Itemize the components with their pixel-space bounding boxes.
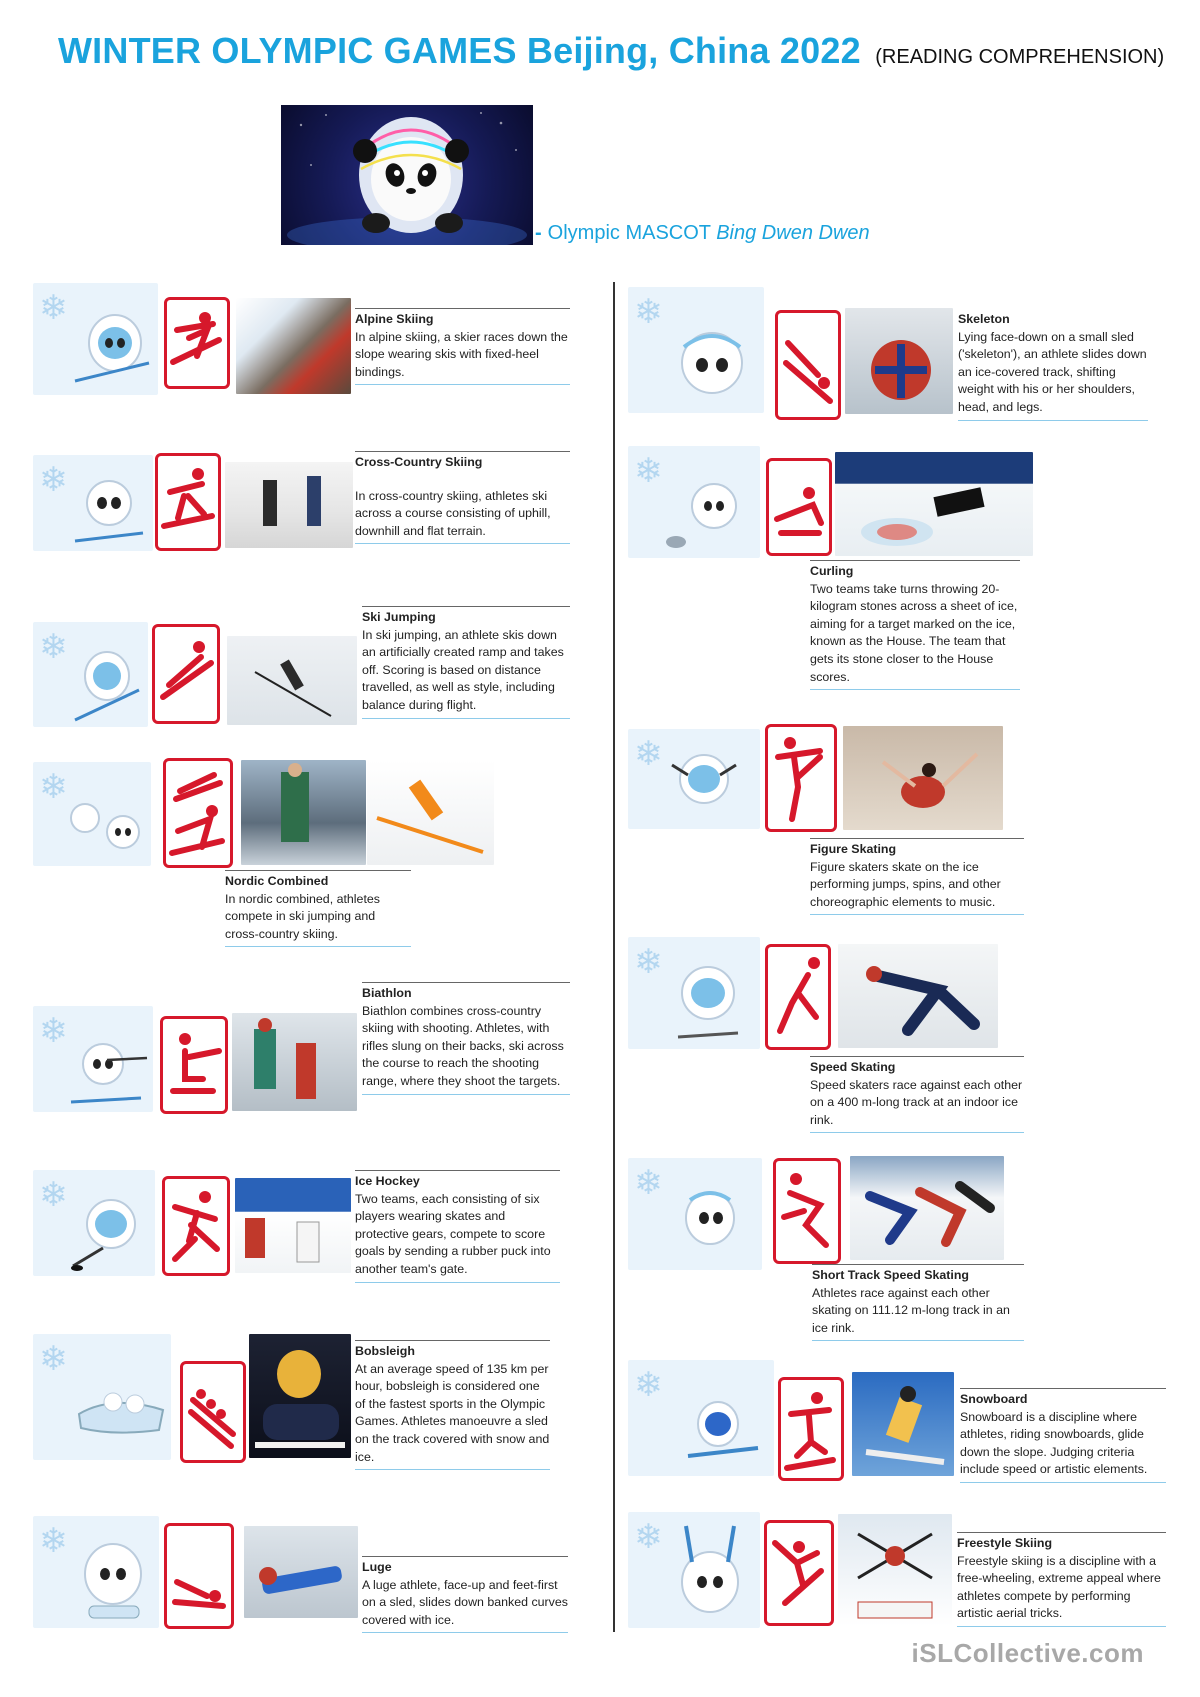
- bobsleigh-photo: [249, 1334, 351, 1458]
- sport-description: Figure skaters skate on the ice performing jumps, spins, and other choreographic elements to music.: [810, 859, 1024, 916]
- mascot-tile: [628, 1158, 762, 1270]
- mascot-tile: [33, 1006, 153, 1112]
- mascot-icon: [67, 1188, 151, 1274]
- snowflake-icon: ❄: [39, 289, 68, 327]
- sport-title: Snowboard: [960, 1388, 1166, 1409]
- sport-title: Ice Hockey: [355, 1170, 560, 1191]
- title-main: WINTER OLYMPIC GAMES Beijing, China 2022: [58, 30, 861, 71]
- figure-skating-pictogram-icon: [765, 724, 837, 832]
- mascot-icon: [668, 317, 760, 409]
- speed-skating-photo: [838, 944, 998, 1048]
- snowflake-icon: ❄: [634, 293, 663, 331]
- mascot-tile: [628, 287, 764, 413]
- mascot-tile: [628, 446, 760, 558]
- ice-hockey-photo: [235, 1178, 351, 1273]
- mascot-tile: [33, 1334, 171, 1460]
- sport-title: Freestyle Skiing: [957, 1532, 1166, 1553]
- mascot-tile: [628, 937, 760, 1049]
- sport-description: In nordic combined, athletes compete in ski jumping and cross-country skiing.: [225, 891, 411, 948]
- nordic-combined-photo-2: [367, 760, 494, 865]
- snowflake-icon: ❄: [634, 452, 663, 490]
- short-track-photo: [850, 1156, 1004, 1260]
- mascot-icon: [668, 1178, 754, 1264]
- nordic-combined-pictogram-icon: [163, 758, 233, 868]
- sport-title: Figure Skating: [810, 838, 1024, 859]
- sport-title: Biathlon: [362, 982, 570, 1003]
- figure-skating-photo: [843, 726, 1003, 830]
- mascot-caption: - Olympic MASCOT Bing Dwen Dwen: [535, 222, 870, 244]
- snowflake-icon: ❄: [39, 1340, 68, 1378]
- mascot-icon: [71, 303, 153, 391]
- curling-pictogram-icon: [766, 458, 832, 556]
- freestyle-skiing-pictogram-icon: [764, 1520, 834, 1626]
- sport-description: Two teams, each consisting of six players wearing skates and protective gears, compete to score goals by sending a rubber puck into another team's gate.: [355, 1191, 560, 1283]
- snowflake-icon: ❄: [634, 1366, 663, 1404]
- mascot-tile: [33, 283, 158, 395]
- snowflake-icon: ❄: [634, 1518, 663, 1556]
- sport-title: Bobsleigh: [355, 1340, 550, 1361]
- bobsleigh-pictogram-icon: [180, 1361, 246, 1463]
- mascot-tile: [33, 1170, 155, 1276]
- mascot-tile: [33, 455, 153, 551]
- snowflake-icon: ❄: [39, 1176, 68, 1214]
- luge-photo: [244, 1526, 358, 1618]
- biathlon-pictogram-icon: [160, 1016, 228, 1114]
- sport-description: Snowboard is a discipline where athletes, riding snowboards, glide down the slope. Judging criteria include speed or artistic elements.: [960, 1409, 1166, 1483]
- mascot-icon: [73, 1374, 169, 1454]
- sport-title: Curling: [810, 560, 1020, 581]
- sport-description: Speed skaters race against each other on a 400 m-long track at an indoor ice rink.: [810, 1077, 1024, 1134]
- freestyle-skiing-photo: [838, 1514, 952, 1626]
- skeleton-pictogram-icon: [775, 310, 841, 420]
- mascot-icon: [662, 741, 746, 827]
- mascot-icon: [67, 1032, 149, 1108]
- snowflake-icon: ❄: [39, 1012, 68, 1050]
- alpine-skiing-photo: [236, 298, 351, 394]
- snowflake-icon: ❄: [39, 768, 68, 806]
- mascot-icon: [63, 792, 149, 862]
- ski-jumping-photo: [227, 636, 357, 725]
- short-track-pictogram-icon: [773, 1158, 841, 1264]
- skeleton-photo: [845, 308, 953, 414]
- curling-photo: [835, 452, 1033, 556]
- sport-description: Two teams take turns throwing 20-kilogram stones across a sheet of ice, aiming for a target marked on the ice, known as the House. The team that gets its stone closer to the House scores.: [810, 581, 1020, 691]
- cross-country-pictogram-icon: [155, 453, 221, 551]
- title-subtitle: (READING COMPREHENSION): [875, 46, 1165, 68]
- mascot-icon: [69, 1534, 157, 1626]
- sport-description: Biathlon combines cross-country skiing with shooting. Athletes, with rifles slung on their backs, ski across the course to reach the shooting range, where they shoot the targets.: [362, 1003, 570, 1095]
- mascot-tile: [628, 1512, 760, 1628]
- nordic-combined-photo-1: [241, 760, 366, 865]
- cross-country-photo: [225, 462, 353, 548]
- sport-description: Lying face-down on a small sled ('skeleton'), an athlete slides down an ice-covered track, shifting weight with his or her shoulders, head, and legs.: [958, 329, 1148, 421]
- sport-title: Cross-Country Skiing: [355, 451, 570, 488]
- sport-title: Alpine Skiing: [355, 308, 570, 329]
- snowflake-icon: ❄: [39, 1522, 68, 1560]
- sport-description: Freestyle skiing is a discipline with a free-wheeling, extreme appeal where athletes compete by performing artistic aerial tricks.: [957, 1553, 1166, 1627]
- snowflake-icon: ❄: [634, 1164, 663, 1202]
- sport-title: Luge: [362, 1556, 568, 1577]
- snowflake-icon: ❄: [634, 735, 663, 773]
- watermark: iSLCollective.com: [911, 1638, 1144, 1668]
- sport-title: Short Track Speed Skating: [812, 1264, 1024, 1285]
- mascot-caption-prefix: Olympic MASCOT: [547, 222, 711, 244]
- column-divider: [613, 282, 615, 1632]
- mascot-icon: [69, 471, 149, 547]
- snowflake-icon: ❄: [39, 628, 68, 666]
- sport-description: In ski jumping, an athlete skis down an artificially created ramp and takes off. Scoring is based on distance travelled, as well as style, including balance during flight.: [362, 627, 570, 719]
- mascot-icon: [664, 953, 752, 1043]
- sport-title: Skeleton: [958, 312, 1010, 326]
- snowflake-icon: ❄: [39, 461, 68, 499]
- sport-title: Speed Skating: [810, 1056, 1024, 1077]
- mascot-icon: [664, 1522, 756, 1626]
- sport-title: Nordic Combined: [225, 870, 411, 891]
- snowboard-photo: [852, 1372, 954, 1476]
- ski-jumping-pictogram-icon: [152, 624, 220, 724]
- mascot-tile: [33, 1516, 159, 1628]
- mascot-tile: [628, 729, 760, 829]
- sport-description: In cross-country skiing, athletes ski across a course consisting of uphill, downhill and flat terrain.: [355, 488, 570, 545]
- mascot-photo: [281, 105, 533, 245]
- snowboard-pictogram-icon: [778, 1377, 844, 1481]
- mascot-icon: [67, 642, 145, 724]
- page-title: [58, 30, 1164, 72]
- mascot-icon: [678, 1386, 770, 1474]
- mascot-name: Bing Dwen Dwen: [716, 222, 870, 244]
- alpine-skiing-pictogram-icon: [164, 297, 230, 389]
- mascot-tile: [628, 1360, 774, 1476]
- sport-description: A luge athlete, face-up and feet-first on a sled, slides down banked curves covered with ice.: [362, 1577, 568, 1634]
- mascot-icon: [662, 472, 756, 554]
- sport-description: At an average speed of 135 km per hour, bobsleigh is considered one of the fastest sports in the Olympic Games. Athletes manoeuvre a sled on the track covered with snow and ice.: [355, 1361, 550, 1471]
- luge-pictogram-icon: [164, 1523, 234, 1629]
- sport-description: Athletes race against each other skating on 111.12 m-long track in an ice rink.: [812, 1285, 1024, 1342]
- ice-hockey-pictogram-icon: [162, 1176, 230, 1276]
- snowflake-icon: ❄: [634, 943, 663, 981]
- biathlon-photo: [232, 1013, 357, 1111]
- mascot-tile: [33, 622, 148, 727]
- mascot-tile: [33, 762, 151, 866]
- sport-description: In alpine skiing, a skier races down the slope wearing skis with fixed-heel bindings.: [355, 329, 570, 386]
- sport-title: Ski Jumping: [362, 606, 570, 627]
- speed-skating-pictogram-icon: [765, 944, 831, 1050]
